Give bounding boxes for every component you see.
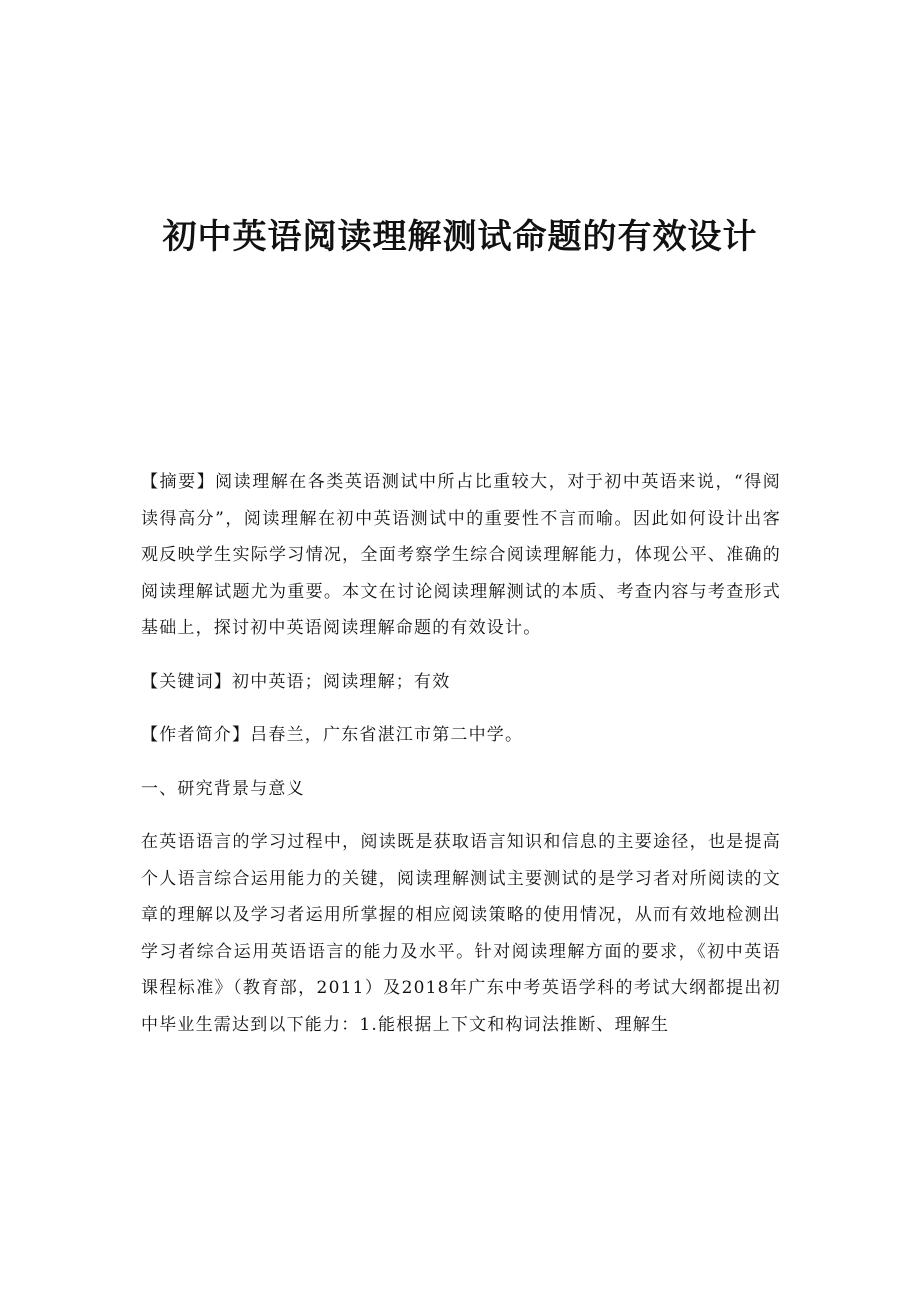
body-paragraph: 在英语语言的学习过程中，阅读既是获取语言知识和信息的主要途径，也是提高个人语言综合运用能力的关键，阅读理解测试主要测试的是学习者对所阅读的文章的理解以及学习者运用所掌握的相应阅读策略的使用情况，从而有效地检测出学习者综合运用英语语言的能力及水平。针对阅读理解方面的要求，《初中英语课程标准》（教育部，2011）及2018年广东中考英语学科的考试大纲都提出初中毕业生需达到以下能力：1.能根据上下文和构词法推断、理解生 (141, 832, 781, 1035)
document-title: 初中英语阅读理解测试命题的有效设计 (162, 217, 758, 257)
abstract-paragraph: 【摘要】阅读理解在各类英语测试中所占比重较大，对于初中英语来说，“得阅读得高分”，阅读理解在初中英语测试中的重要性不言而喻。因此如何设计出客观反映学生实际学习情况，全面考察学生综合阅读理解能力，体现公平、准确的阅读理解试题尤为重要。本文在讨论阅读理解测试的本质、考查内容与考查形式基础上，探讨初中英语阅读理解命题的有效设计。 (141, 472, 781, 638)
author-line: 【作者简介】吕春兰，广东省湛江市第二中学。 (141, 725, 524, 745)
section-heading: 一、研究背景与意义 (141, 778, 305, 799)
document-body (141, 464, 781, 1043)
keywords-line: 【关键词】初中英语；阅读理解；有效 (141, 671, 451, 692)
